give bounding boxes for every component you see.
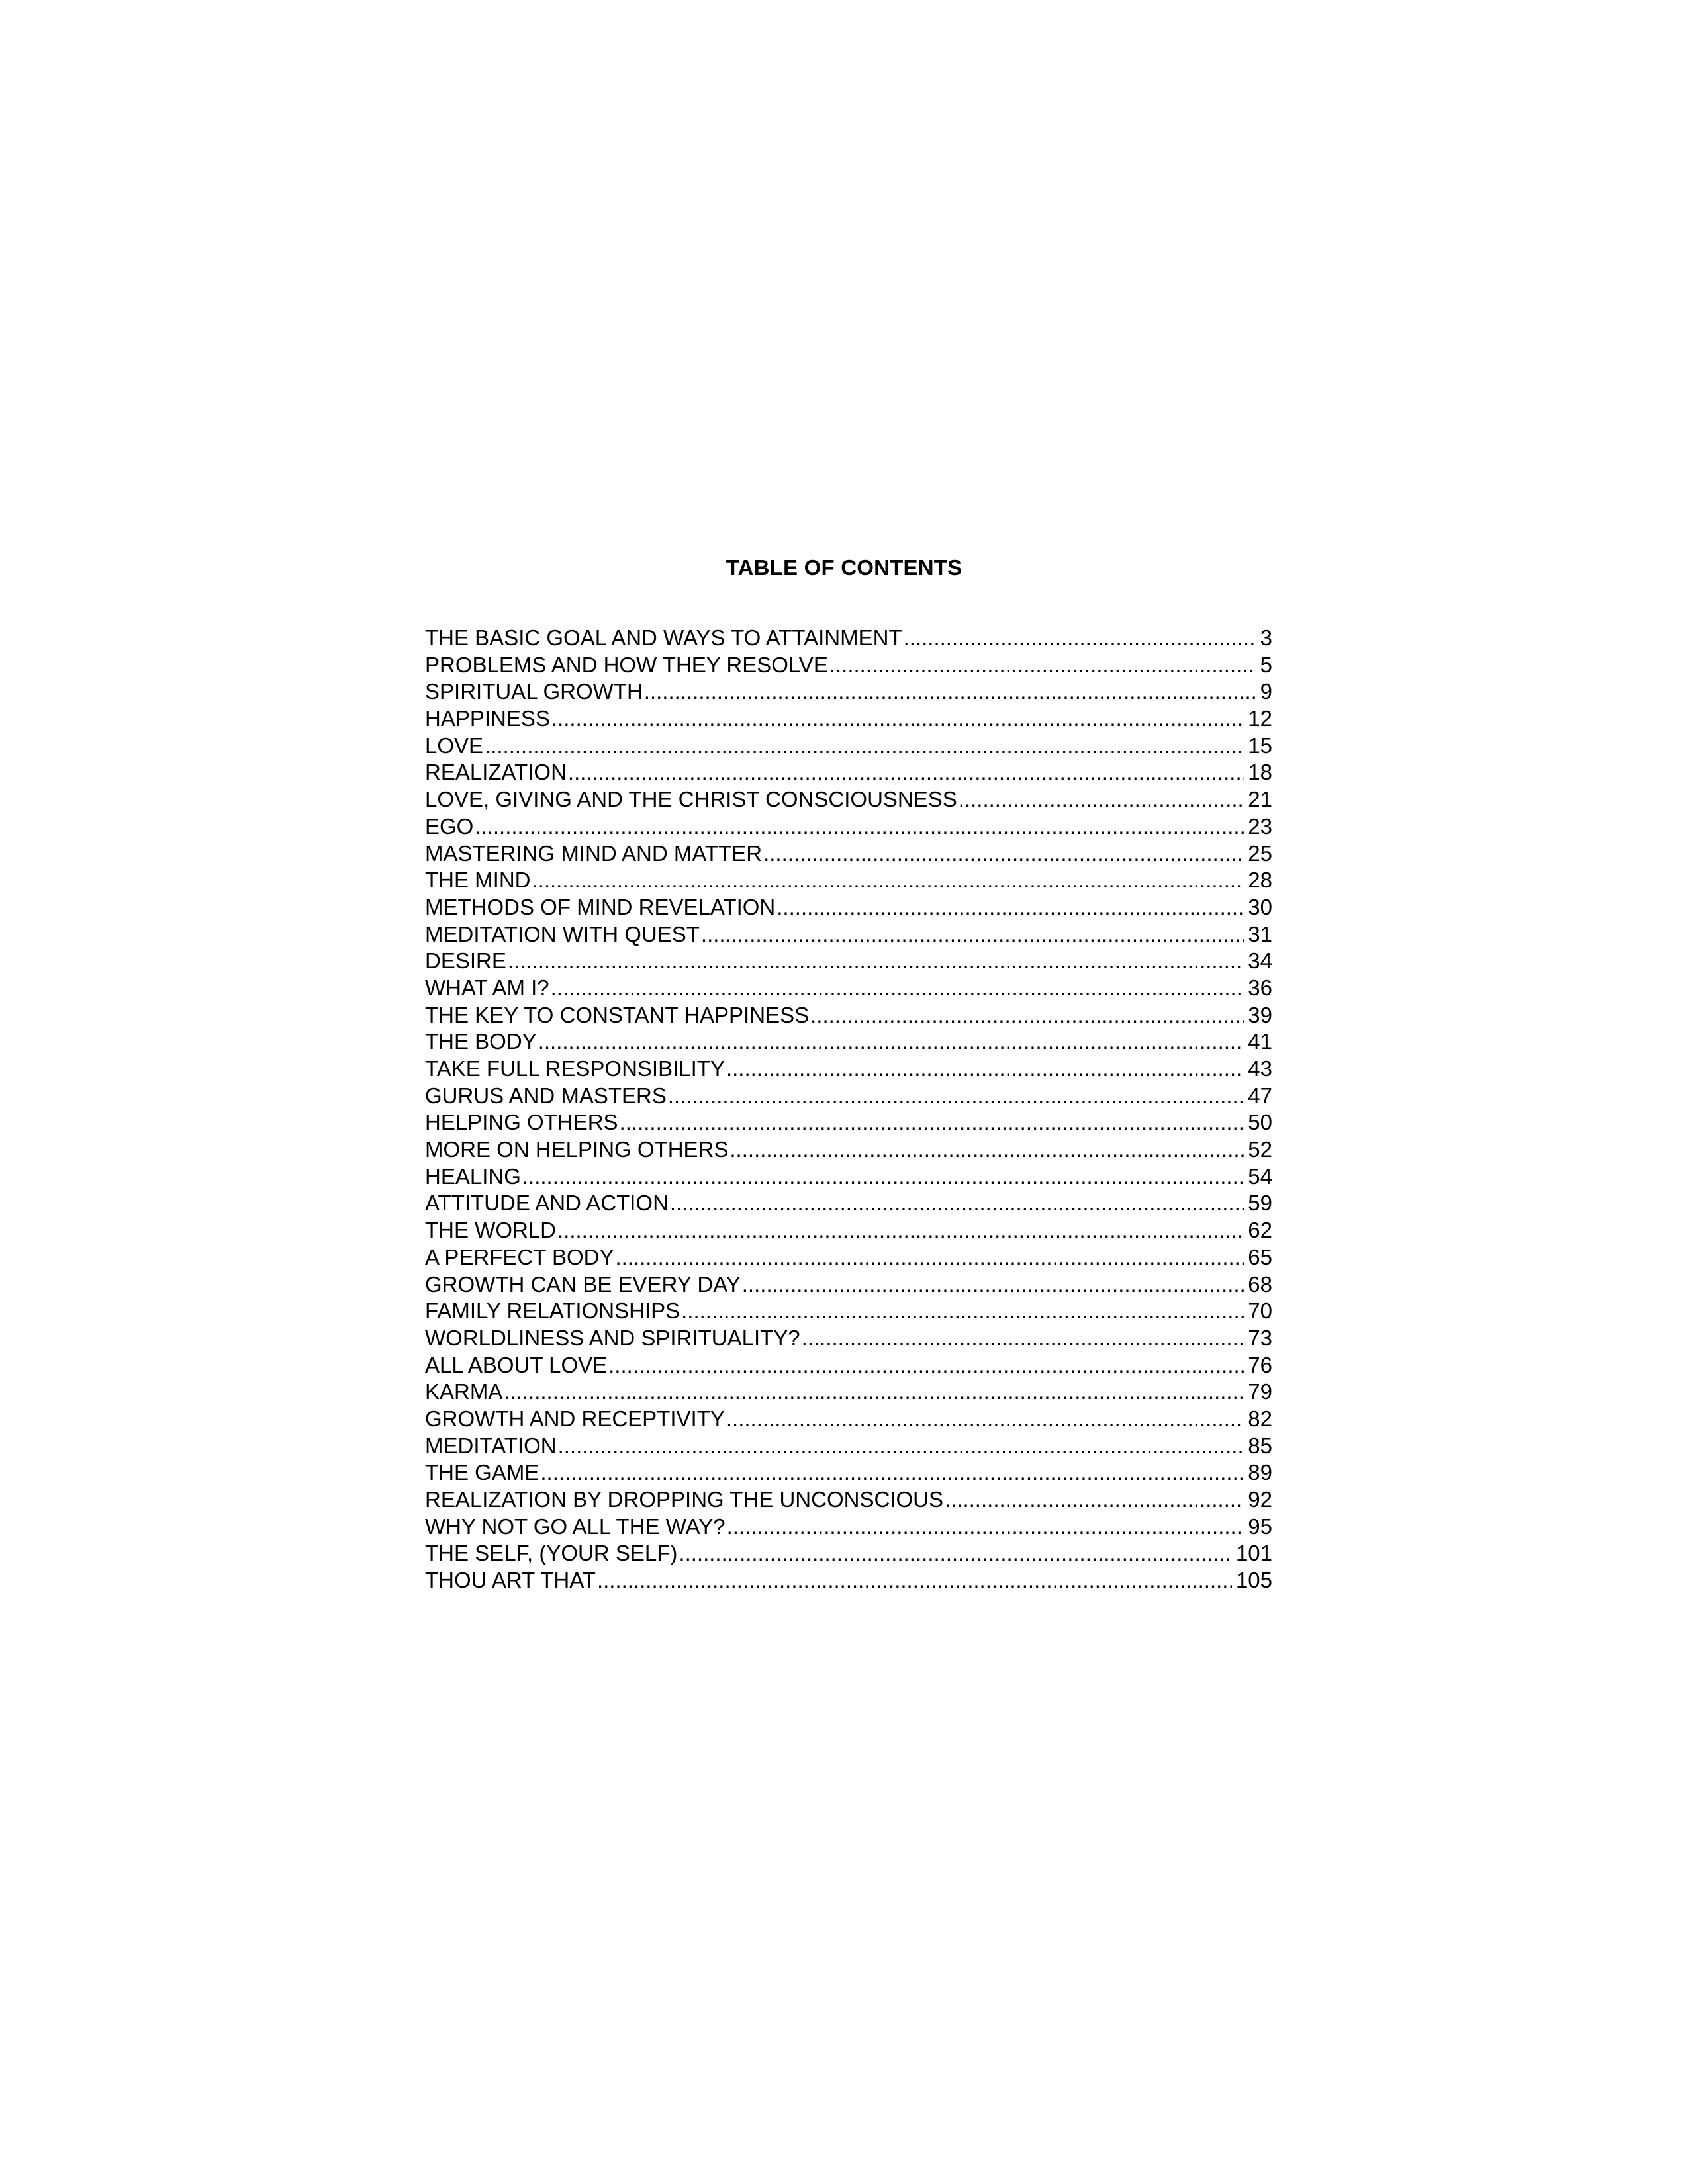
toc-entry-title: EGO [425, 813, 474, 839]
toc-dot-leader [475, 813, 1244, 840]
toc-dot-leader [504, 1379, 1244, 1405]
toc-entry[interactable] [425, 705, 1272, 733]
toc-entry-title: GROWTH CAN BE EVERY DAY [425, 1271, 741, 1297]
toc-entry-page-number: 9 [1260, 679, 1272, 704]
toc-entry-title: THE SELF, (YOUR SELF) [425, 1541, 678, 1566]
toc-entry-title: MORE ON HELPING OTHERS [425, 1137, 729, 1162]
toc-entry[interactable] [425, 1136, 1272, 1163]
toc-entry-page-number: 82 [1248, 1406, 1272, 1431]
toc-entry-page-number: 15 [1248, 733, 1272, 758]
toc-entry-page-number: 12 [1248, 706, 1272, 731]
toc-entry[interactable] [425, 948, 1272, 975]
toc-entry-title: FAMILY RELATIONSHIPS [425, 1298, 680, 1324]
toc-entry-title: DESIRE [425, 948, 506, 974]
toc-dot-leader [945, 1486, 1244, 1513]
table-of-contents [425, 625, 1272, 1594]
toc-entry[interactable] [425, 1163, 1272, 1191]
toc-dot-leader [551, 975, 1244, 1001]
toc-entry-title: MEDITATION [425, 1433, 557, 1458]
toc-dot-leader [681, 1298, 1244, 1324]
toc-dot-leader [538, 1028, 1244, 1055]
toc-entry-page-number: 73 [1248, 1325, 1272, 1350]
toc-dot-leader [726, 1056, 1244, 1082]
toc-dot-leader [763, 841, 1244, 867]
toc-entry-page-number: 34 [1248, 948, 1272, 974]
toc-dot-leader [540, 1459, 1244, 1486]
toc-dot-leader [959, 786, 1244, 813]
toc-entry-title: A PERFECT BODY [425, 1244, 614, 1269]
toc-dot-leader [701, 921, 1244, 948]
toc-entry-title: ATTITUDE AND ACTION [425, 1191, 669, 1216]
toc-entry[interactable] [425, 733, 1272, 760]
toc-dot-leader [485, 733, 1244, 759]
toc-entry-page-number: 76 [1248, 1352, 1272, 1377]
toc-entry-title: GROWTH AND RECEPTIVITY [425, 1406, 725, 1431]
toc-entry-page-number: 41 [1248, 1029, 1272, 1054]
toc-entry-title: ALL ABOUT LOVE [425, 1352, 608, 1377]
toc-entry-page-number: 89 [1248, 1460, 1272, 1485]
toc-entry[interactable] [425, 759, 1272, 786]
toc-dot-leader [597, 1567, 1232, 1594]
toc-entry-title: REALIZATION BY DROPPING THE UNCONSCIOUS [425, 1487, 943, 1512]
toc-dot-leader [729, 1136, 1244, 1163]
toc-entry[interactable] [425, 1083, 1272, 1110]
toc-entry-title: THE BODY [425, 1029, 537, 1054]
toc-entry[interactable] [425, 1244, 1272, 1271]
toc-entry-page-number: 31 [1248, 921, 1272, 946]
toc-entry-title: THOU ART THAT [425, 1568, 596, 1593]
toc-entry[interactable] [425, 1056, 1272, 1083]
toc-entry-page-number: 92 [1248, 1487, 1272, 1512]
toc-entry-page-number: 54 [1248, 1163, 1272, 1189]
toc-entry-title: LOVE [425, 733, 484, 758]
toc-entry[interactable] [425, 1406, 1272, 1433]
toc-entry[interactable] [425, 1271, 1272, 1298]
toc-dot-leader [522, 1163, 1244, 1190]
toc-entry-title: REALIZATION [425, 760, 567, 785]
toc-entry[interactable] [425, 867, 1272, 894]
toc-dot-leader [726, 1406, 1244, 1432]
page-title: TABLE OF CONTENTS [726, 555, 962, 580]
toc-entry-page-number: 21 [1248, 787, 1272, 812]
toc-entry-title: THE BASIC GOAL AND WAYS TO ATTAINMENT [425, 625, 902, 650]
toc-entry-title: WHY NOT GO ALL THE WAY? [425, 1514, 726, 1539]
toc-entry-page-number: 47 [1248, 1083, 1272, 1108]
toc-entry[interactable] [425, 1540, 1272, 1567]
toc-entry-title: METHODS OF MIND REVELATION [425, 894, 776, 919]
toc-entry[interactable] [425, 678, 1272, 705]
toc-dot-leader [608, 1352, 1244, 1379]
toc-entry-page-number: 36 [1248, 975, 1272, 1000]
toc-entry-page-number: 68 [1248, 1271, 1272, 1297]
toc-entry[interactable] [425, 894, 1272, 921]
toc-entry[interactable] [425, 1514, 1272, 1541]
toc-dot-leader [557, 1217, 1244, 1244]
toc-entry[interactable] [425, 975, 1272, 1002]
toc-dot-leader [551, 705, 1244, 732]
toc-entry[interactable] [425, 1325, 1272, 1352]
toc-entry[interactable] [425, 1486, 1272, 1514]
toc-entry[interactable] [425, 1109, 1272, 1136]
toc-entry[interactable] [425, 786, 1272, 813]
toc-dot-leader [810, 1002, 1244, 1028]
toc-entry-title: THE WORLD [425, 1218, 556, 1243]
toc-dot-leader [532, 867, 1244, 893]
toc-entry-page-number: 70 [1248, 1298, 1272, 1324]
toc-dot-leader [615, 1244, 1244, 1271]
toc-entry[interactable] [425, 1459, 1272, 1486]
toc-entry[interactable] [425, 1190, 1272, 1217]
toc-entry-page-number: 3 [1260, 625, 1272, 650]
toc-entry[interactable] [425, 1567, 1272, 1594]
toc-entry-page-number: 23 [1248, 813, 1272, 839]
toc-dot-leader [802, 1325, 1244, 1351]
toc-entry-page-number: 79 [1248, 1379, 1272, 1404]
toc-entry[interactable] [425, 1002, 1272, 1029]
toc-entry[interactable] [425, 1028, 1272, 1056]
toc-entry-page-number: 25 [1248, 841, 1272, 866]
toc-entry[interactable] [425, 921, 1272, 948]
toc-entry-title: THE KEY TO CONSTANT HAPPINESS [425, 1002, 810, 1027]
toc-entry-title: MEDITATION WITH QUEST [425, 921, 700, 946]
toc-entry-page-number: 105 [1235, 1568, 1272, 1593]
toc-entry-title: HELPING OTHERS [425, 1110, 618, 1135]
toc-dot-leader [558, 1433, 1244, 1459]
toc-entry-title: LOVE, GIVING AND THE CHRIST CONSCIOUSNESS [425, 787, 957, 812]
toc-entry-page-number: 28 [1248, 868, 1272, 893]
toc-entry-title: HAPPINESS [425, 706, 550, 731]
toc-entry-page-number: 95 [1248, 1514, 1272, 1539]
toc-entry-title: GURUS AND MASTERS [425, 1083, 667, 1108]
toc-entry-page-number: 52 [1248, 1137, 1272, 1162]
toc-entry-page-number: 62 [1248, 1218, 1272, 1243]
toc-entry-page-number: 30 [1248, 894, 1272, 919]
toc-dot-leader [829, 652, 1256, 678]
toc-dot-leader [508, 948, 1244, 974]
toc-dot-leader [668, 1083, 1244, 1109]
toc-dot-leader [679, 1540, 1232, 1567]
toc-dot-leader [620, 1109, 1244, 1136]
toc-dot-leader [568, 759, 1244, 786]
toc-entry[interactable] [425, 1379, 1272, 1406]
toc-dot-leader [776, 894, 1244, 921]
toc-entry-page-number: 43 [1248, 1056, 1272, 1081]
toc-entry-page-number: 18 [1248, 760, 1272, 785]
toc-entry-page-number: 85 [1248, 1433, 1272, 1458]
toc-entry[interactable] [425, 1352, 1272, 1379]
toc-entry-page-number: 5 [1260, 652, 1272, 677]
toc-entry-title: KARMA [425, 1379, 503, 1404]
toc-entry[interactable] [425, 841, 1272, 868]
toc-entry-title: THE GAME [425, 1460, 539, 1485]
toc-dot-leader [904, 625, 1256, 651]
toc-entry-page-number: 101 [1235, 1541, 1272, 1566]
toc-entry[interactable] [425, 652, 1272, 679]
toc-entry-title: MASTERING MIND AND MATTER [425, 841, 763, 866]
toc-entry[interactable] [425, 813, 1272, 841]
toc-entry[interactable] [425, 1298, 1272, 1325]
toc-entry-page-number: 59 [1248, 1191, 1272, 1216]
toc-entry-title: WORLDLINESS AND SPIRITUALITY? [425, 1325, 800, 1350]
toc-entry-title: WHAT AM I? [425, 975, 549, 1000]
toc-entry[interactable] [425, 1217, 1272, 1244]
toc-entry-page-number: 65 [1248, 1244, 1272, 1269]
toc-dot-leader [727, 1514, 1244, 1540]
toc-entry-page-number: 39 [1248, 1002, 1272, 1027]
toc-entry-page-number: 50 [1248, 1110, 1272, 1135]
toc-entry-title: PROBLEMS AND HOW THEY RESOLVE [425, 652, 828, 677]
toc-entry-title: THE MIND [425, 868, 531, 893]
toc-dot-leader [742, 1271, 1244, 1298]
toc-entry-title: TAKE FULL RESPONSIBILITY [425, 1056, 725, 1081]
toc-dot-leader [670, 1190, 1244, 1216]
toc-entry[interactable] [425, 625, 1272, 652]
toc-dot-leader [644, 678, 1256, 705]
toc-entry-title: HEALING [425, 1163, 521, 1189]
toc-entry-title: SPIRITUAL GROWTH [425, 679, 643, 704]
toc-entry[interactable] [425, 1433, 1272, 1460]
